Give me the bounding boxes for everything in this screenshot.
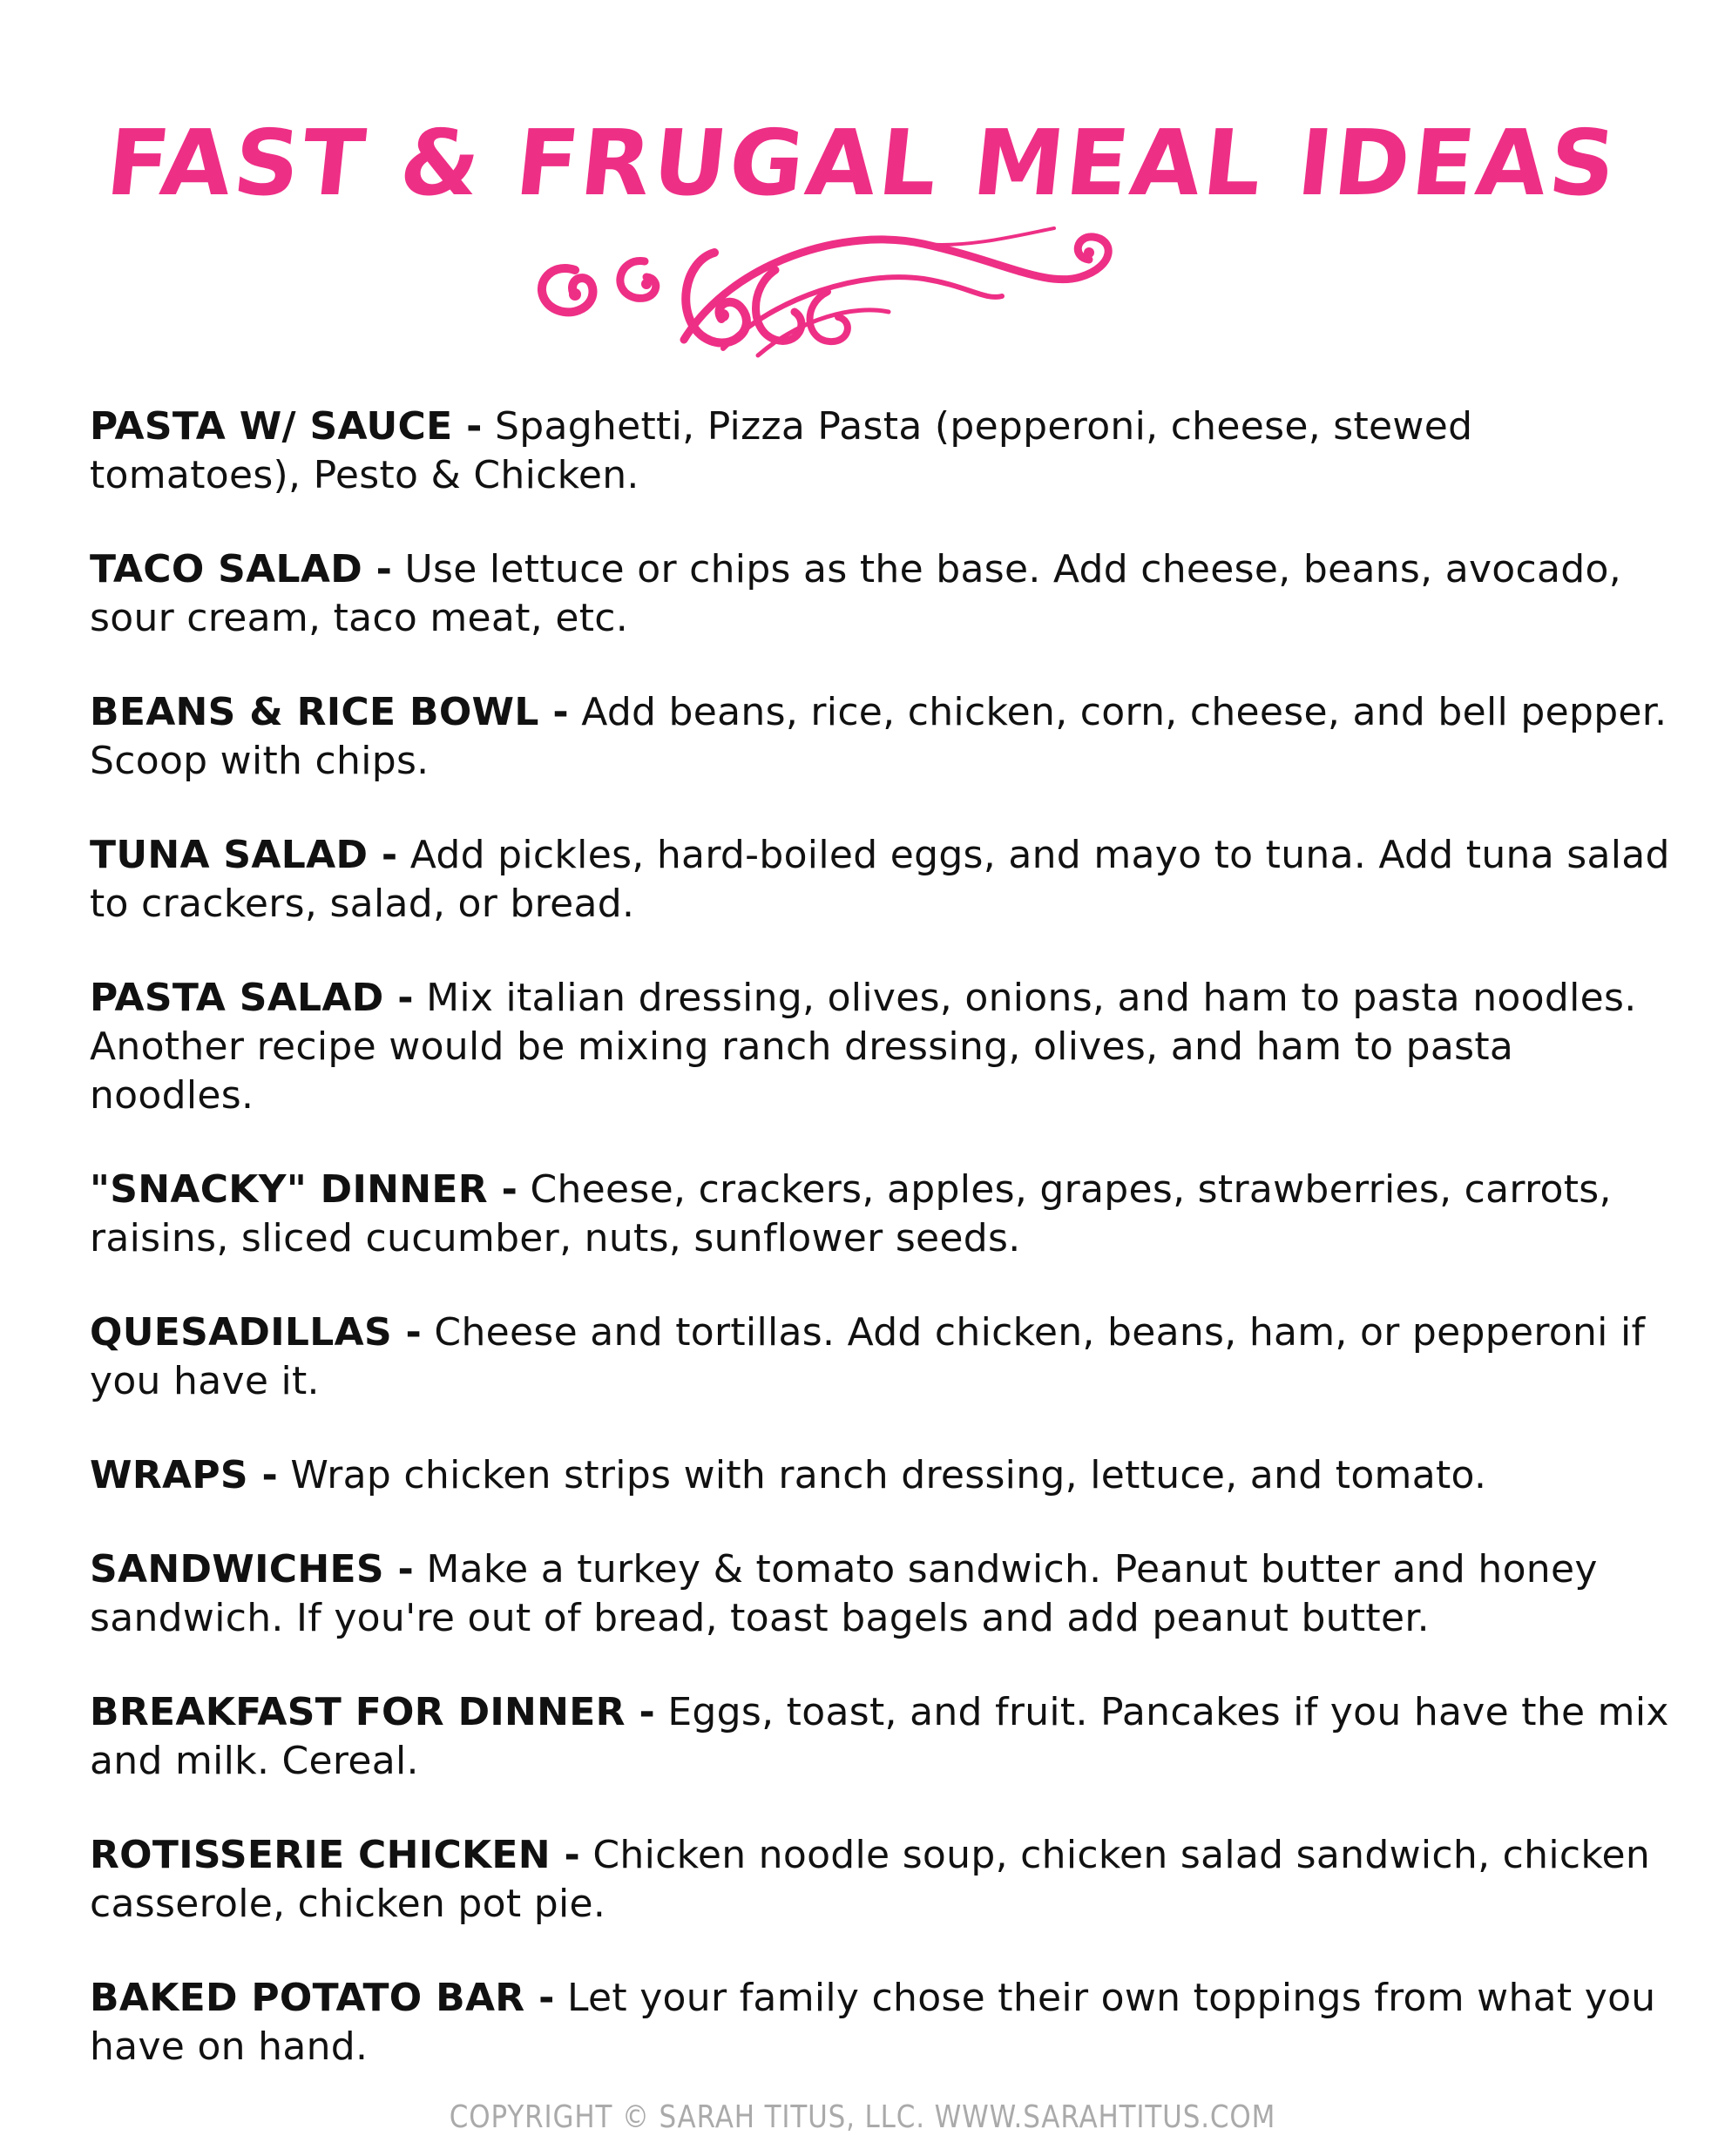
meal-description: Mix italian dressing, olives, onions, and ham to pasta noodles. Another recipe would be mixing ranch dressing, olives, and ham to pasta noodles.	[90, 976, 1637, 1118]
list-item	[90, 1451, 1684, 1500]
list-item	[90, 1974, 1684, 2072]
meal-label: TUNA SALAD -	[90, 833, 398, 877]
meal-label: BREAKFAST FOR DINNER -	[90, 1690, 656, 1734]
list-item	[90, 545, 1684, 643]
meal-label: BEANS & RICE BOWL -	[90, 690, 569, 734]
meal-description: Add beans, rice, chicken, corn, cheese, and bell pepper. Scoop with chips.	[90, 690, 1668, 783]
meal-label: BAKED POTATO BAR -	[90, 1976, 555, 2020]
meal-label: "SNACKY" DINNER -	[90, 1167, 518, 1212]
meal-label: PASTA W/ SAUCE -	[90, 404, 483, 449]
list-item	[90, 402, 1684, 500]
meal-description: Cheese and tortillas. Add chicken, beans, ham, or pepperoni if you have it.	[90, 1310, 1646, 1403]
meal-description: Cheese, crackers, apples, grapes, strawberries, carrots, raisins, sliced cucumber, nuts, sunflower seeds.	[90, 1167, 1612, 1260]
meal-label: SANDWICHES -	[90, 1547, 415, 1592]
meal-description: Use lettuce or chips as the base. Add cheese, beans, avocado, sour cream, taco meat, etc.	[90, 547, 1622, 640]
meal-label: QUESADILLAS -	[90, 1310, 423, 1355]
list-item	[90, 688, 1684, 786]
list-item	[90, 1831, 1684, 1929]
list-item	[90, 1308, 1684, 1406]
meal-list	[90, 402, 1684, 2117]
list-item	[90, 831, 1684, 929]
page-title: FAST & FRUGAL MEAL IDEAS	[101, 109, 1624, 216]
meal-description: Add pickles, hard-boiled eggs, and mayo to tuna. Add tuna salad to crackers, salad, or bread.	[90, 833, 1670, 926]
meal-label: ROTISSERIE CHICKEN -	[90, 1833, 581, 1877]
list-item	[90, 1166, 1684, 1263]
meal-description: Make a turkey & tomato sandwich. Peanut butter and honey sandwich. If you're out of bread, toast bagels and add peanut butter.	[90, 1547, 1598, 1640]
list-item	[90, 974, 1684, 1120]
meal-description: Eggs, toast, and fruit. Pancakes if you have the mix and milk. Cereal.	[90, 1690, 1669, 1783]
meal-label: WRAPS -	[90, 1453, 279, 1497]
meal-label: PASTA SALAD -	[90, 976, 414, 1020]
meal-description: Wrap chicken strips with ranch dressing, lettuce, and tomato.	[290, 1453, 1487, 1497]
meal-description: Spaghetti, Pizza Pasta (pepperoni, cheese, stewed tomatoes), Pesto & Chicken.	[90, 404, 1473, 497]
list-item	[90, 1545, 1684, 1643]
meal-description: Chicken noodle soup, chicken salad sandwich, chicken casserole, chicken pot pie.	[90, 1833, 1651, 1926]
meal-label: TACO SALAD -	[90, 547, 393, 591]
copyright-footer: COPYRIGHT © SARAH TITUS, LLC. WWW.SARAHTITUS.COM	[449, 2099, 1276, 2135]
flourish-ornament	[514, 209, 1141, 366]
list-item	[90, 1688, 1684, 1786]
meal-description: Let your family chose their own toppings from what you have on hand.	[90, 1976, 1656, 2069]
